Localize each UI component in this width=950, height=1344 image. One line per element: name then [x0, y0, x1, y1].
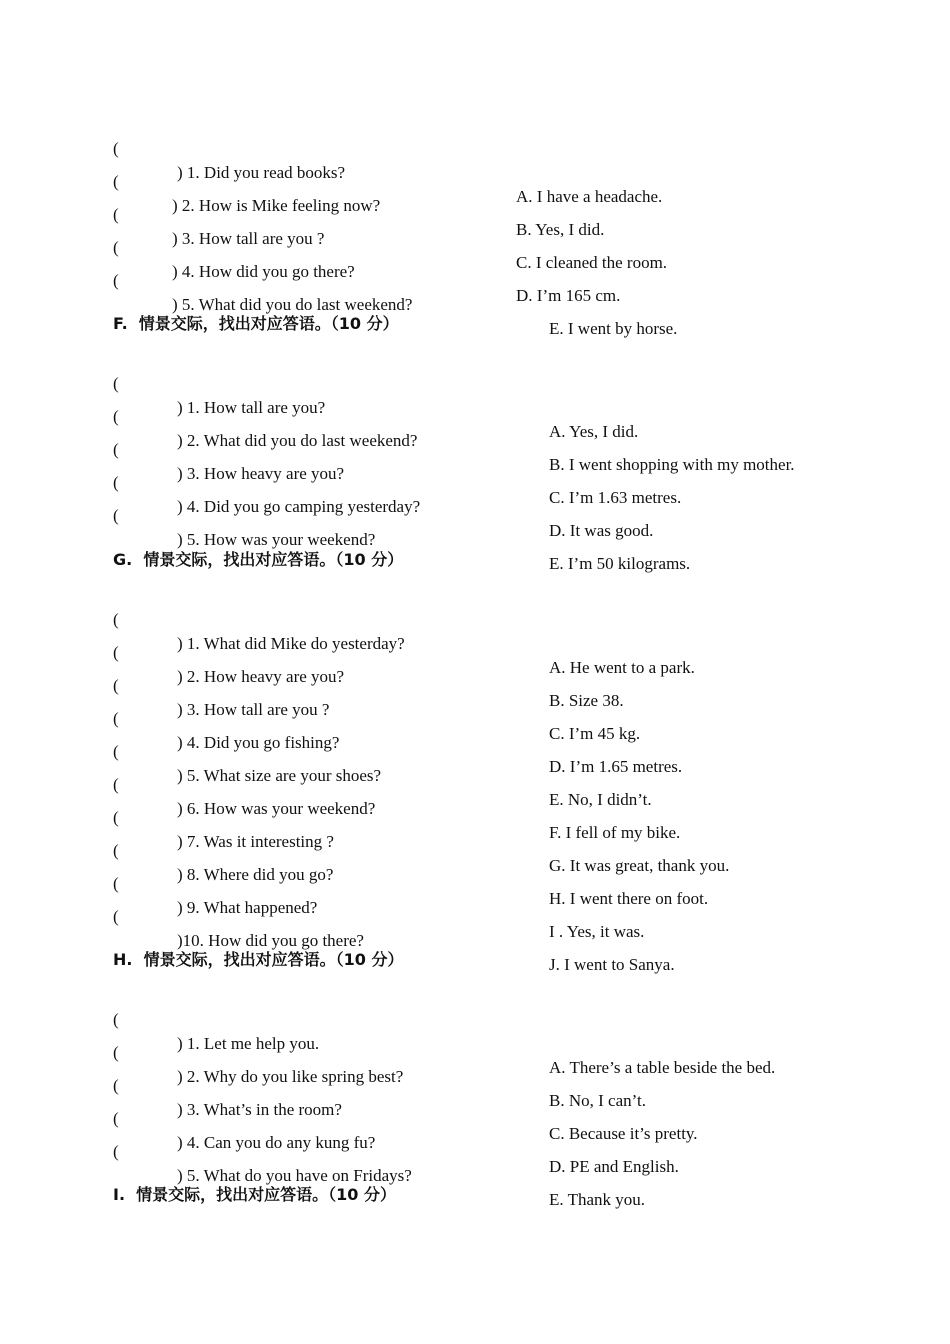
answer-option: C. I’m 45 kg.: [549, 724, 641, 743]
question-text: ) 9. What happened?: [177, 898, 318, 917]
answer-blank-open: (: [113, 907, 119, 926]
answer-blank-open: (: [113, 271, 119, 290]
answer-blank-open: (: [113, 775, 119, 794]
question-text: ) 3. What’s in the room?: [177, 1100, 342, 1119]
section-heading-f: F. 情景交际，找出对应答语。（10 分）: [113, 314, 399, 333]
answer-blank-open: (: [113, 473, 119, 492]
answer-option: C. I’m 1.63 metres.: [549, 488, 682, 507]
question-text: ) 2. What did you do last weekend?: [177, 431, 418, 450]
answer-option: J. I went to Sanya.: [549, 955, 675, 974]
answer-blank-open: (: [113, 374, 119, 393]
question-text: ) 5. How was your weekend?: [177, 530, 376, 549]
answer-blank-open: (: [113, 440, 119, 459]
answer-option: D. I’m 1.65 metres.: [549, 757, 683, 776]
answer-blank-open: (: [113, 172, 119, 191]
answer-blank-open: (: [113, 1142, 119, 1161]
answer-option: C. Because it’s pretty.: [549, 1124, 698, 1143]
answer-option: A. Yes, I did.: [549, 422, 639, 441]
answer-blank-open: (: [113, 238, 119, 257]
question-text: ) 3. How tall are you ?: [177, 700, 330, 719]
question-text: ) 1. How tall are you?: [177, 398, 326, 417]
answer-blank-open: (: [113, 742, 119, 761]
answer-blank-open: (: [113, 407, 119, 426]
answer-option: C. I cleaned the room.: [516, 253, 668, 272]
question-text: ) 8. Where did you go?: [177, 865, 334, 884]
answer-blank-open: (: [113, 676, 119, 695]
answer-blank-open: (: [113, 205, 119, 224]
answer-blank-open: (: [113, 506, 119, 525]
answer-option: D. I’m 165 cm.: [516, 286, 621, 305]
question-text: ) 6. How was your weekend?: [177, 799, 376, 818]
answer-option: I . Yes, it was.: [549, 922, 645, 941]
question-text: ) 3. How heavy are you?: [177, 464, 345, 483]
answer-blank-open: (: [113, 643, 119, 662]
answer-blank-open: (: [113, 808, 119, 827]
question-text: ) 5. What size are your shoes?: [177, 766, 382, 785]
question-text: ) 1. What did Mike do yesterday?: [177, 634, 405, 653]
answer-blank-open: (: [113, 709, 119, 728]
answer-option: B. I went shopping with my mother.: [549, 455, 795, 474]
answer-option: E. I’m 50 kilograms.: [549, 554, 691, 573]
question-text: ) 5. What did you do last weekend?: [172, 295, 413, 314]
question-text: ) 2. How is Mike feeling now?: [172, 196, 381, 215]
answer-blank-open: (: [113, 1076, 119, 1095]
answer-option: D. PE and English.: [549, 1157, 679, 1176]
question-text: ) 2. Why do you like spring best?: [177, 1067, 404, 1086]
question-text: ) 5. What do you have on Fridays?: [177, 1166, 412, 1185]
section-heading-h: H. 情景交际，找出对应答语。（10 分）: [113, 950, 404, 969]
question-text: ) 2. How heavy are you?: [177, 667, 345, 686]
section-heading-g: G. 情景交际，找出对应答语。（10 分）: [113, 550, 404, 569]
answer-option: A. He went to a park.: [549, 658, 695, 677]
question-text: ) 7. Was it interesting ?: [177, 832, 334, 851]
answer-blank-open: (: [113, 874, 119, 893]
answer-option: E. No, I didn’t.: [549, 790, 652, 809]
answer-option: B. Yes, I did.: [516, 220, 605, 239]
answer-option: F. I fell of my bike.: [549, 823, 681, 842]
answer-option: B. No, I can’t.: [549, 1091, 646, 1110]
question-text: ) 4. How did you go there?: [172, 262, 355, 281]
answer-option: E. Thank you.: [549, 1190, 646, 1209]
section-heading-i: I. 情景交际，找出对应答语。（10 分）: [113, 1185, 397, 1204]
question-text: ) 4. Did you go fishing?: [177, 733, 340, 752]
question-text: )10. How did you go there?: [177, 931, 364, 950]
answer-blank-open: (: [113, 1043, 119, 1062]
question-text: ) 1. Let me help you.: [177, 1034, 320, 1053]
answer-blank-open: (: [113, 139, 119, 158]
answer-option: G. It was great, thank you.: [549, 856, 730, 875]
answer-option: A. I have a headache.: [516, 187, 663, 206]
answer-option: E. I went by horse.: [549, 319, 678, 338]
question-text: ) 3. How tall are you ?: [172, 229, 325, 248]
answer-blank-open: (: [113, 610, 119, 629]
answer-option: H. I went there on foot.: [549, 889, 709, 908]
answer-option: D. It was good.: [549, 521, 654, 540]
answer-blank-open: (: [113, 1010, 119, 1029]
question-text: ) 1. Did you read books?: [177, 163, 346, 182]
answer-option: A. There’s a table beside the bed.: [549, 1058, 776, 1077]
answer-blank-open: (: [113, 1109, 119, 1128]
answer-blank-open: (: [113, 841, 119, 860]
question-text: ) 4. Did you go camping yesterday?: [177, 497, 421, 516]
answer-option: B. Size 38.: [549, 691, 624, 710]
question-text: ) 4. Can you do any kung fu?: [177, 1133, 376, 1152]
